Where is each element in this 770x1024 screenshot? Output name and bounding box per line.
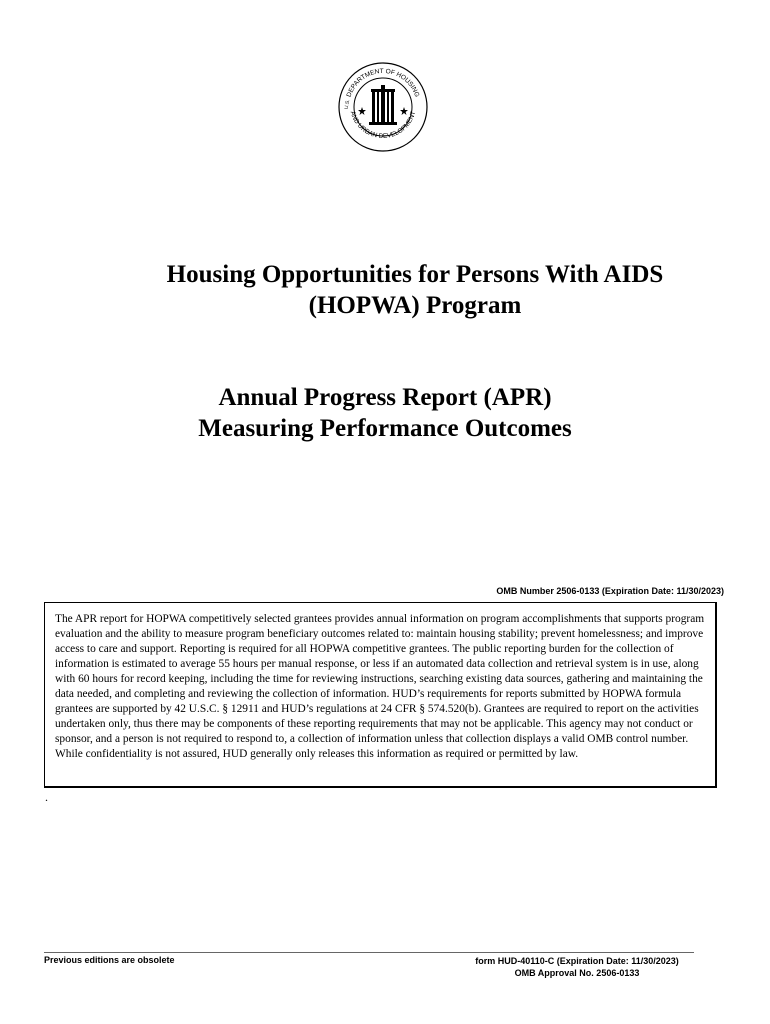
burden-statement-box [44, 602, 717, 788]
report-title-line1: Annual Progress Report (APR) [218, 384, 552, 411]
footer-obsolete-note: Previous editions are obsolete [44, 955, 175, 965]
omb-number: OMB Number 2506-0133 (Expiration Date: 11/30/2023) [496, 586, 724, 596]
seal-text-bottom: AND URBAN DEVELOPMENT [348, 110, 418, 141]
footer-divider [44, 952, 694, 953]
hud-seal-logo [337, 61, 429, 153]
report-title-line2: Measuring Performance Outcomes [198, 415, 572, 442]
seal-text-top: DEPARTMENT OF HOUSING [345, 67, 421, 99]
seal-text-left: U.S. [343, 99, 352, 110]
building-icon [369, 85, 397, 125]
program-title-line2: (HOPWA) Program [308, 292, 522, 319]
report-title [80, 382, 690, 444]
footer-form-info [462, 955, 692, 979]
program-title [100, 259, 730, 321]
footer-omb-approval: OMB Approval No. 2506-0133 [514, 968, 640, 978]
footer-form-number: form HUD-40110-C (Expiration Date: 11/30/2023) [475, 956, 679, 966]
program-title-line1: Housing Opportunities for Persons With AIDS [166, 261, 664, 288]
burden-statement: The APR report for HOPWA competitively selected grantees provides annual information on program accomplishments that supports program evaluation and the ability to measure program beneficiary outcomes related to: maintain housing stability; prevent homelessness; and improve access to care and support. Reporting is required for all HOPWA competitive grantees. The public reporting burden for the collection of information is estimated to average 55 hours per manual response, or less if an automated data collection and retrieval system is in use, along with 60 hours for record keeping, including the time for reviewing instructions, searching existing data sources, gathering and maintaining the data needed, and completing and reviewing the collection of information. HUD’s requirements for reports submitted by HOPWA formula grantees are supported by 42 U.S.C. § 12911 and HUD’s regulations at 24 CFR § 574.520(b). Grantees are required to report on the activities undertaken only, thus there may be components of these reporting requirements that may not be applicable. This agency may not conduct or sponsor, and a person is not required to respond to, a collection of information unless that collection displays a valid OMB control number. While confidentiality is not assured, HUD generally only releases this information as required or permitted by law. [55, 613, 705, 760]
stray-mark: . [45, 790, 48, 804]
